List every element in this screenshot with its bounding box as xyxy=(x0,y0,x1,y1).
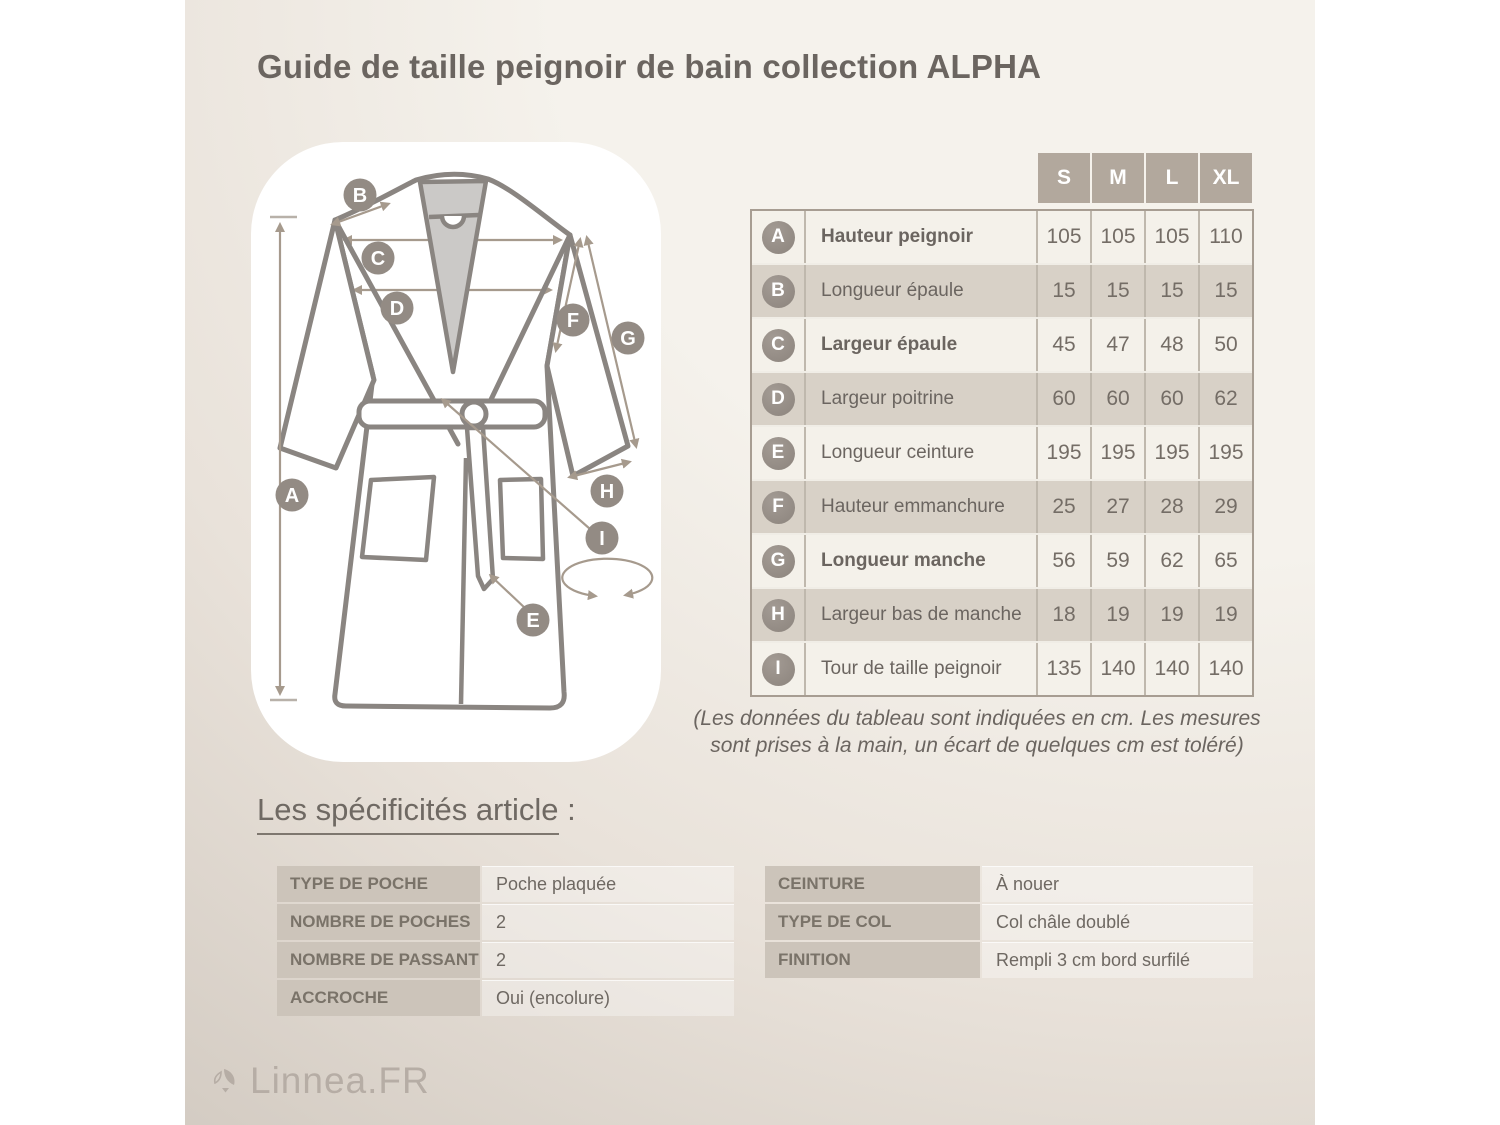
size-row-i xyxy=(752,643,1252,695)
size-letter-cell-d xyxy=(752,373,804,425)
spec-table-right xyxy=(765,866,1253,980)
size-value-a-s: 105 xyxy=(1038,211,1090,263)
size-label-h: Largeur bas de manche xyxy=(806,589,1036,641)
size-value-g-xl: 65 xyxy=(1200,535,1252,587)
size-value-b-l: 15 xyxy=(1146,265,1198,317)
size-value-d-s: 60 xyxy=(1038,373,1090,425)
size-value-a-m: 105 xyxy=(1092,211,1144,263)
size-row-b xyxy=(752,265,1252,317)
size-letter-cell-h xyxy=(752,589,804,641)
size-badge-f: F xyxy=(762,491,795,524)
size-label-e: Longueur ceinture xyxy=(806,427,1036,479)
size-value-f-l: 28 xyxy=(1146,481,1198,533)
spec-value-nombre-de-passant: 2 xyxy=(482,942,734,978)
size-value-g-s: 56 xyxy=(1038,535,1090,587)
spec-row-accroche xyxy=(277,980,734,1016)
size-badge-a: A xyxy=(762,221,795,254)
spec-table-left xyxy=(277,866,734,1018)
size-value-a-l: 105 xyxy=(1146,211,1198,263)
specs-heading-colon: : xyxy=(558,792,576,827)
measure-badge-c xyxy=(362,242,395,275)
svg-text:E: E xyxy=(526,610,540,632)
svg-text:H: H xyxy=(599,481,615,503)
measure-badge-d xyxy=(381,292,414,325)
measure-badge-g xyxy=(612,322,645,355)
spec-value-ceinture: À nouer xyxy=(982,866,1253,902)
content-area xyxy=(185,0,1315,1125)
measure-badge-i xyxy=(586,522,619,555)
svg-text:G: G xyxy=(620,328,636,350)
table-note-line1: (Les données du tableau sont indiquées en cm. Les mesures xyxy=(693,707,1261,730)
robe-diagram xyxy=(250,128,662,778)
measure-badge-h xyxy=(591,475,624,508)
size-value-f-xl: 29 xyxy=(1200,481,1252,533)
size-table-header xyxy=(750,153,1254,203)
size-label-g: Longueur manche xyxy=(806,535,1036,587)
spec-row-type-de-col xyxy=(765,904,1253,940)
spec-row-nombre-de-poches xyxy=(277,904,734,940)
spec-value-accroche: Oui (encolure) xyxy=(482,980,734,1016)
size-table-body xyxy=(750,209,1254,697)
pocket-left xyxy=(362,477,434,560)
size-badge-e: E xyxy=(762,437,795,470)
size-value-b-m: 15 xyxy=(1092,265,1144,317)
size-value-b-xl: 15 xyxy=(1200,265,1252,317)
size-value-g-l: 62 xyxy=(1146,535,1198,587)
size-badge-g: G xyxy=(762,545,795,578)
size-label-d: Largeur poitrine xyxy=(806,373,1036,425)
size-value-c-xl: 50 xyxy=(1200,319,1252,371)
spec-value-nombre-de-poches: 2 xyxy=(482,904,734,940)
size-col-header-s: S xyxy=(1038,153,1090,203)
size-row-d xyxy=(752,373,1252,425)
size-label-a: Hauteur peignoir xyxy=(806,211,1036,263)
svg-text:B: B xyxy=(352,185,368,207)
size-label-b: Longueur épaule xyxy=(806,265,1036,317)
spec-label-type-de-poche: TYPE DE POCHE xyxy=(277,866,480,902)
spec-row-ceinture xyxy=(765,866,1253,902)
specs-heading xyxy=(257,792,576,828)
size-label-i: Tour de taille peignoir xyxy=(806,643,1036,695)
size-row-f xyxy=(752,481,1252,533)
spec-value-type-de-poche: Poche plaquée xyxy=(482,866,734,902)
size-row-a xyxy=(752,211,1252,263)
measure-badge-e xyxy=(517,604,550,637)
measure-badge-f xyxy=(557,304,590,337)
size-row-c xyxy=(752,319,1252,371)
size-value-e-s: 195 xyxy=(1038,427,1090,479)
size-value-c-l: 48 xyxy=(1146,319,1198,371)
size-table xyxy=(750,153,1254,697)
size-badge-c: C xyxy=(762,329,795,362)
spec-label-accroche: ACCROCHE xyxy=(277,980,480,1016)
spec-label-finition: FINITION xyxy=(765,942,980,978)
spec-row-finition xyxy=(765,942,1253,978)
size-letter-cell-i xyxy=(752,643,804,695)
size-value-i-m: 140 xyxy=(1092,643,1144,695)
size-label-f: Hauteur emmanchure xyxy=(806,481,1036,533)
svg-text:I: I xyxy=(599,528,605,550)
footer-logo xyxy=(208,1060,430,1102)
pocket-right xyxy=(500,479,543,559)
spec-value-type-de-col: Col châle doublé xyxy=(982,904,1253,940)
size-value-f-m: 27 xyxy=(1092,481,1144,533)
size-letter-cell-g xyxy=(752,535,804,587)
size-letter-cell-c xyxy=(752,319,804,371)
spec-label-ceinture: CEINTURE xyxy=(765,866,980,902)
spec-row-type-de-poche xyxy=(277,866,734,902)
measure-badge-b xyxy=(344,179,377,212)
size-badge-b: B xyxy=(762,275,795,308)
size-value-b-s: 15 xyxy=(1038,265,1090,317)
size-value-e-m: 195 xyxy=(1092,427,1144,479)
logo-icon xyxy=(208,1064,242,1098)
size-value-a-xl: 110 xyxy=(1200,211,1252,263)
size-value-c-m: 47 xyxy=(1092,319,1144,371)
size-value-e-xl: 195 xyxy=(1200,427,1252,479)
size-value-h-m: 19 xyxy=(1092,589,1144,641)
page-title: Guide de taille peignoir de bain collection ALPHA xyxy=(257,48,1042,85)
table-note xyxy=(688,705,1266,759)
size-col-header-m: M xyxy=(1092,153,1144,203)
specs-heading-text: Les spécificités article xyxy=(257,792,559,835)
size-letter-cell-b xyxy=(752,265,804,317)
spec-label-nombre-de-passant: NOMBRE DE PASSANT xyxy=(277,942,480,978)
size-row-g xyxy=(752,535,1252,587)
svg-text:F: F xyxy=(566,310,580,332)
size-value-i-xl: 140 xyxy=(1200,643,1252,695)
size-value-h-l: 19 xyxy=(1146,589,1198,641)
svg-text:C: C xyxy=(370,248,386,270)
size-value-c-s: 45 xyxy=(1038,319,1090,371)
spec-value-finition: Rempli 3 cm bord surfilé xyxy=(982,942,1253,978)
size-col-header-l: L xyxy=(1146,153,1198,203)
spec-label-nombre-de-poches: NOMBRE DE POCHES xyxy=(277,904,480,940)
size-row-h xyxy=(752,589,1252,641)
size-badge-d: D xyxy=(762,383,795,416)
size-badge-i: I xyxy=(762,653,795,686)
logo-text: Linnea.FR xyxy=(250,1060,430,1101)
measure-badge-a xyxy=(276,479,309,512)
size-value-i-s: 135 xyxy=(1038,643,1090,695)
size-value-i-l: 140 xyxy=(1146,643,1198,695)
belt-band xyxy=(359,401,545,427)
svg-text:A: A xyxy=(284,485,300,507)
spec-label-type-de-col: TYPE DE COL xyxy=(765,904,980,940)
svg-text:D: D xyxy=(389,298,405,320)
hanger-loop xyxy=(442,216,464,227)
table-note-line2: sont prises à la main, un écart de quelques cm est toléré) xyxy=(710,734,1244,757)
size-value-g-m: 59 xyxy=(1092,535,1144,587)
belt-knot xyxy=(462,402,486,426)
size-letter-cell-f xyxy=(752,481,804,533)
size-value-h-s: 18 xyxy=(1038,589,1090,641)
size-letter-cell-a xyxy=(752,211,804,263)
size-value-h-xl: 19 xyxy=(1200,589,1252,641)
size-value-d-l: 60 xyxy=(1146,373,1198,425)
size-letter-cell-e xyxy=(752,427,804,479)
size-badge-h: H xyxy=(762,599,795,632)
size-row-e xyxy=(752,427,1252,479)
size-value-d-m: 60 xyxy=(1092,373,1144,425)
size-label-c: Largeur épaule xyxy=(806,319,1036,371)
size-col-header-xl: XL xyxy=(1200,153,1252,203)
size-value-d-xl: 62 xyxy=(1200,373,1252,425)
spec-row-nombre-de-passant xyxy=(277,942,734,978)
size-value-e-l: 195 xyxy=(1146,427,1198,479)
size-value-f-s: 25 xyxy=(1038,481,1090,533)
